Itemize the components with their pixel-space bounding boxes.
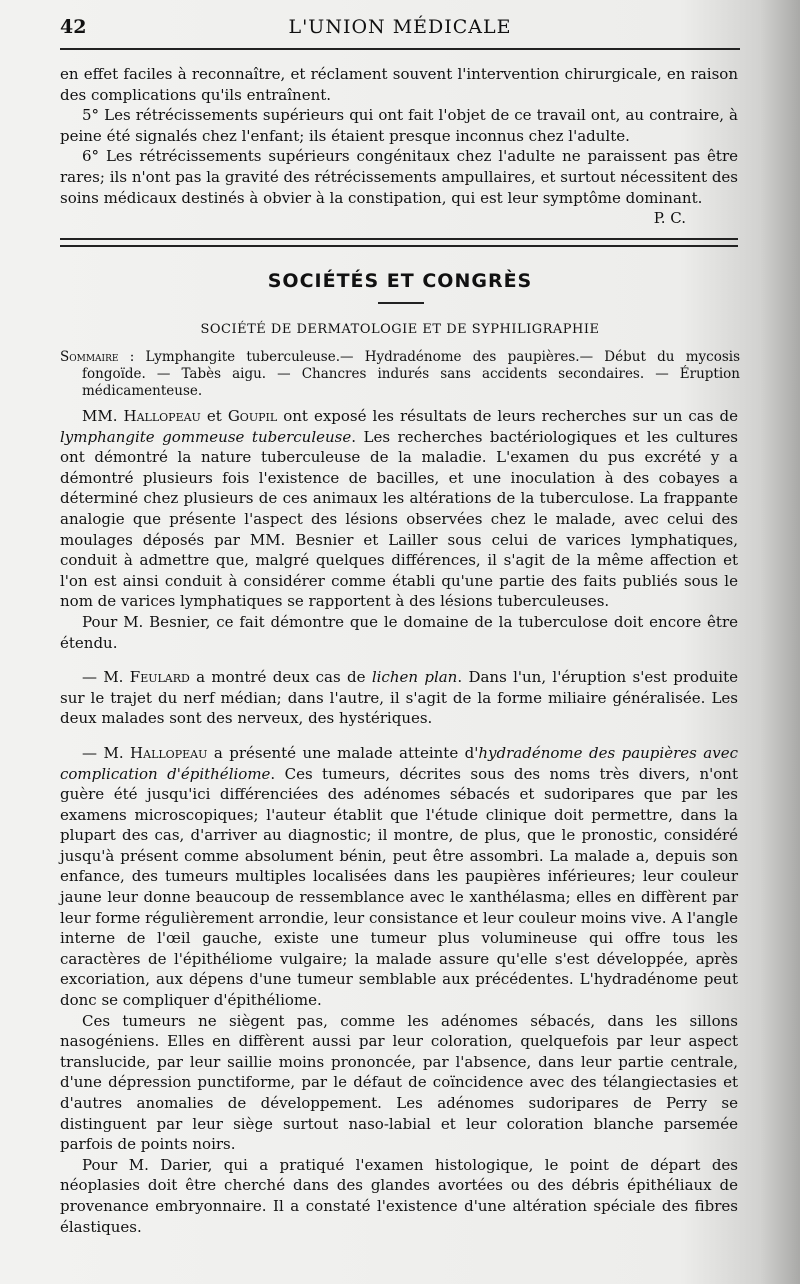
- page-header: [60, 16, 740, 46]
- spacer: [60, 653, 738, 667]
- text-run: — M.: [82, 743, 131, 762]
- paragraph: 5° Les rétrécissements supérieurs qui ont fait l'objet de ce travail ont, au contraire, à peine été signalés chez l'enfant; ils étaient presque inconnus chez l'adulte.: [60, 106, 738, 145]
- italic-term: hydradénome des paupières avec complication d'épithéliome: [60, 743, 738, 783]
- spacer: [60, 729, 738, 743]
- italic-term: lymphangite gommeuse tuberculeuse: [60, 427, 352, 446]
- italic-term: lichen plan: [371, 668, 458, 687]
- author-name: Hallopeau: [123, 407, 201, 425]
- text-run: . Dans l'un, l'éruption s'est produite sur le trajet du nerf médian; dans l'autre, il s'agit de la forme miliaire généralisée. Les deux malades sont des nerveux, des hystériques.: [60, 668, 739, 728]
- paragraph: [60, 743, 738, 1011]
- previous-article-end: [60, 64, 738, 229]
- paragraph: 6° Les rétrécissements supérieurs congénitaux chez l'adulte ne paraissent pas être rares; ils n'ont pas la gravité des rétrécissements ampullaires, et surtout nécessitent des soins médicaux destinés à obvier à la constipation, qui est leur symptôme dominant.: [60, 147, 738, 207]
- text-run: — M.: [82, 668, 130, 687]
- text-run: . Les recherches bactériologiques et les cultures ont démontré la nature tuberculeuse de la maladie. L'examen du pus excrété y a démontré plusieurs fois l'existence de bacilles, et une inoculation à des cobayes a déterminé chez plusieurs de ces animaux les altérations de la tuberculose. La frappante analogie que présente l'aspect des lésions observées chez le malade, avec celui des moulages déposés par MM. Besnier et Lailler sous celui de varices lymphatiques, conduit à admettre que, malgré quelques différences, il s'agit de la même affection et l'on est ainsi conduit à considérer comme établi qu'une partie des faits publiés sous le nom de varices lymphatiques se rapportent à des lésions tuberculeuses.: [60, 427, 738, 611]
- author-signature: P. C.: [653, 209, 686, 228]
- paragraph: Pour M. Besnier, ce fait démontre que le domaine de la tuberculose doit encore être étendu.: [60, 612, 738, 652]
- paragraph: en effet faciles à reconnaître, et réclament souvent l'intervention chirurgicale, en raison des complications qu'ils entraînent.: [60, 65, 738, 104]
- text-run: a montré deux cas de: [189, 668, 372, 687]
- text-run: et: [200, 407, 228, 425]
- header-rule: [60, 48, 740, 50]
- author-name: Feulard: [129, 668, 190, 687]
- text-run: MM.: [82, 407, 124, 425]
- article-body: [60, 406, 738, 1237]
- running-title: L'UNION MÉDICALE: [288, 16, 512, 38]
- text-run: . Ces tumeurs, décrites sous des noms très divers, n'ont guère été jusqu'ici différenciées des adénomes sébacés et sudoripares que par les examens microscopiques; l'auteur établit que l'étude clinique doit permettre, dans la plupart des cas, d'arriver au diagnostic; il montre, de plus, que le pronostic, considéré jusqu'à présent comme absolument bénin, peut être assombri. La malade a, depuis son enfance, des tumeurs multiples localisées dans les paupières inférieures; leur couleur jaune leur donne beaucoup de ressemblance avec le xanthélasma; elles en diffèrent par leur forme régulièrement arrondie, leur consistance et leur couleur moins vive. A l'angle interne de l'œil gauche, existe une tumeur plus volumineuse qui offre tous les caractères de l'épithéliome vulgaire; la malade assure qu'elle s'est développée, après excoriation, aux dépens d'une tumeur semblable aux précédentes. L'hydradénome peut donc se compliquer d'épithéliome.: [60, 764, 738, 1010]
- author-name: Hallopeau: [130, 743, 208, 762]
- section-divider: [60, 238, 738, 247]
- paragraph: [60, 406, 738, 612]
- paragraph: [60, 667, 738, 729]
- paragraph: Ces tumeurs ne siègent pas, comme les adénomes sébacés, dans les sillons nasogéniens. Elles en diffèrent aussi par leur coloration, quelquefois par leur aspect translucide, par leur saillie moins prononcée, par l'absence, dans leur partie centrale, d'une dépression punctiforme, par le défaut de coïncidence avec des télangiectasies et d'autres anomalies de développement. Les adénomes sudoripares de Perry se distinguent par leur siège surtout naso-labial et leur coloration blanche parsemée parfois de points noirs.: [60, 1011, 738, 1154]
- summary: [60, 349, 740, 400]
- summary-label: Sommaire: [60, 349, 119, 365]
- society-title: SOCIÉTÉ DE DERMATOLOGIE ET DE SYPHILIGRAPHIE: [200, 322, 600, 337]
- page-number: 42: [60, 16, 87, 38]
- paragraph: Pour M. Darier, qui a pratiqué l'examen histologique, le point de départ des néoplasies doit être cherché dans des glandes avortées ou des débris épithéliaux de provenance embryonnaire. Il a constaté l'existence d'une altération spéciale des fibres élastiques.: [60, 1155, 738, 1236]
- text-run: a présenté une malade atteinte d': [207, 743, 479, 762]
- section-title: SOCIÉTÉS ET CONGRÈS: [267, 270, 533, 292]
- author-name: Goupil: [227, 407, 278, 425]
- text-run: ont exposé les résultats de leurs recherches sur un cas de: [277, 407, 738, 425]
- title-rule: [378, 302, 424, 304]
- summary-text: : Lymphangite tuberculeuse.— Hydradénome des paupières.— Début du mycosis fongoïde. — Tabès aigu. — Chancres indurés sans accidents secondaires. — Éruption médicamenteuse.: [82, 349, 740, 399]
